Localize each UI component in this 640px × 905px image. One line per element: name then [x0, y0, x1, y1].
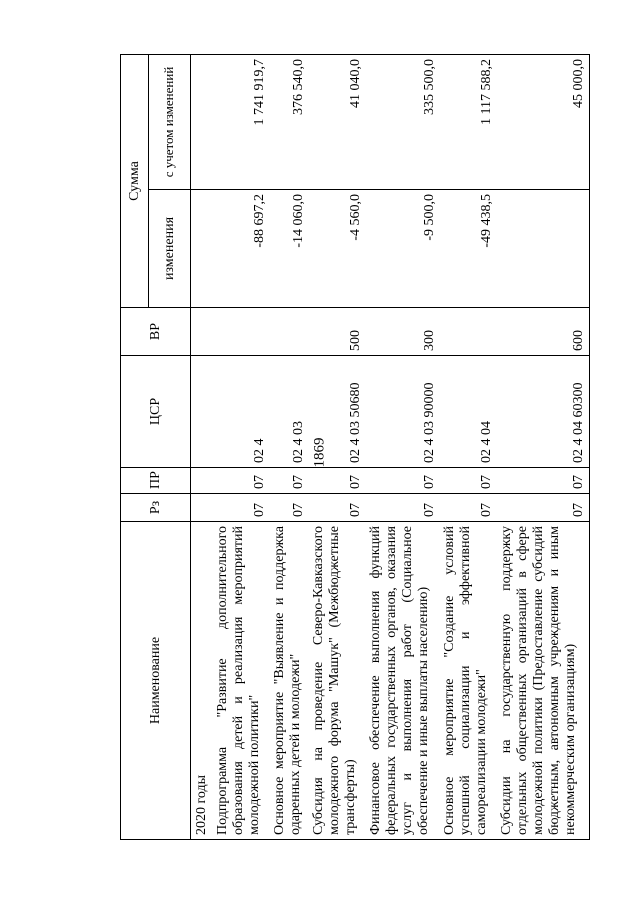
budget-table: [120, 54, 590, 840]
row-rz-cell: 07: [213, 494, 270, 522]
row-changes-cell: -9 500,0: [366, 190, 440, 308]
header-with-changes: с учетом изменений: [149, 55, 191, 190]
row-name-cell: Подпрограмма "Развитие дополнительного образования детей и реализация мероприятий молодежной политики": [213, 522, 270, 840]
budget-sheet: [120, 55, 590, 840]
row-vr-cell: [213, 308, 270, 356]
row-name-cell: Основное мероприятие "Создание условий успешной социализации и эффективной самореализации молодежи": [440, 522, 497, 840]
row-total-cell: 1 741 919,7: [213, 55, 270, 190]
row-total-cell: 41 040,0: [309, 55, 366, 190]
row-vr-cell: [270, 308, 309, 356]
row-vr-cell: [440, 308, 497, 356]
row-rz-cell: 07: [497, 494, 589, 522]
row-vr-cell: 600: [497, 308, 589, 356]
row-total-cell: 45 000,0: [497, 55, 589, 190]
row-vr-cell: 300: [366, 308, 440, 356]
header-pr: ПР: [121, 468, 191, 494]
row-csr-cell: 02 4 03: [270, 356, 309, 468]
header-changes: изменения: [149, 190, 191, 308]
header-vr: ВР: [121, 308, 191, 356]
row-total-cell: 376 540,0: [270, 55, 309, 190]
row-rz-cell: [191, 494, 213, 522]
table-row: [191, 55, 213, 840]
row-total-cell: 335 500,0: [366, 55, 440, 190]
row-csr-cell: [191, 356, 213, 468]
row-pr-cell: 07: [270, 468, 309, 494]
row-changes-cell: [191, 190, 213, 308]
row-name-cell: Основное мероприятие "Выявление и поддержка одаренных детей и молодежи": [270, 522, 309, 840]
row-rz-cell: 07: [309, 494, 366, 522]
row-rz-cell: 07: [440, 494, 497, 522]
table-row: [213, 55, 270, 840]
header-rz: Рз: [121, 494, 191, 522]
row-rz-cell: 07: [366, 494, 440, 522]
header-csr: ЦСР: [121, 356, 191, 468]
row-pr-cell: 07: [366, 468, 440, 494]
row-vr-cell: [191, 308, 213, 356]
table-row: [440, 55, 497, 840]
row-csr-cell: 02 4 04: [440, 356, 497, 468]
header-name: Наименование: [121, 522, 191, 840]
row-name-cell: Субсидии на государственную поддержку отдельных общественных организаций в сфере молодежной политики (Предоставление субсидий бюджетным, автономным учреждениям и иным некоммерческим организациям): [497, 522, 589, 840]
row-name-cell: Субсидия на проведение Северо-Кавказского молодежного форума "Машук" (Межбюджетные трансферты): [309, 522, 366, 840]
row-pr-cell: 07: [440, 468, 497, 494]
row-pr-cell: [191, 468, 213, 494]
row-changes-cell: -49 438,5: [440, 190, 497, 308]
page-number: 1869: [311, 437, 328, 468]
row-total-cell: 1 117 588,2: [440, 55, 497, 190]
table-row: [270, 55, 309, 840]
row-csr-cell: 02 4 04 60300: [497, 356, 589, 468]
table-row: [497, 55, 589, 840]
row-pr-cell: 07: [309, 468, 366, 494]
row-name-cell: 2020 годы: [191, 522, 213, 840]
row-changes-cell: -88 697,2: [213, 190, 270, 308]
row-csr-cell: 02 4 03 90000: [366, 356, 440, 468]
row-changes-cell: [497, 190, 589, 308]
row-vr-cell: 500: [309, 308, 366, 356]
row-total-cell: [191, 55, 213, 190]
row-changes-cell: -14 060,0: [270, 190, 309, 308]
row-rz-cell: 07: [270, 494, 309, 522]
row-pr-cell: 07: [497, 468, 589, 494]
row-csr-cell: 02 4 03 50680: [309, 356, 366, 468]
row-csr-cell: 02 4: [213, 356, 270, 468]
header-sum: Сумма: [121, 55, 149, 308]
row-changes-cell: -4 560,0: [309, 190, 366, 308]
row-name-cell: Финансовое обеспечение выполнения функций федеральных государственных органов, оказания услуг и выполнения работ (Социальное обеспечение и иные выплаты населению): [366, 522, 440, 840]
table-row: [366, 55, 440, 840]
row-pr-cell: 07: [213, 468, 270, 494]
table-row: [309, 55, 366, 840]
